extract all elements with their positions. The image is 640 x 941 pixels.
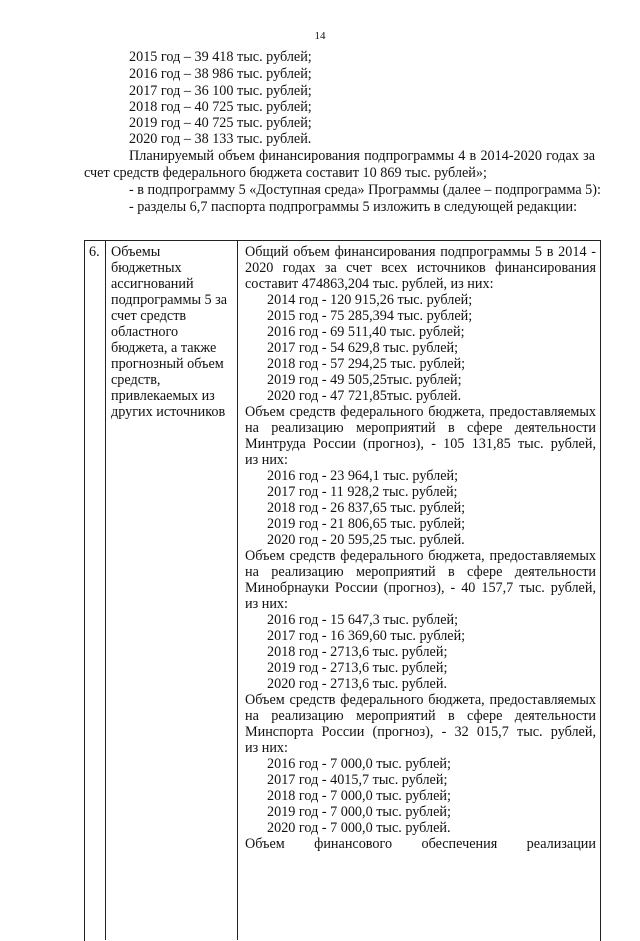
label-line: средств, — [111, 372, 161, 388]
paragraph-line: Планируемый объем финансирования подпрограммы 4 в 2014-2020 годах за — [129, 148, 595, 164]
column-divider — [237, 240, 238, 940]
text-line: Объем средств федерального бюджета, предоставляемых — [245, 692, 596, 708]
label-line: прогнозный объем — [111, 356, 224, 372]
label-line: областного — [111, 324, 179, 340]
text-line: Общий объем финансирования подпрограммы 5 в 2014 - — [245, 244, 596, 260]
text-line: 2020 годах за счет всех источников финансирования — [245, 260, 596, 276]
year-line: 2019 год - 7 000,0 тыс. рублей; — [267, 804, 451, 820]
list-item: - разделы 6,7 паспорта подпрограммы 5 изложить в следующей редакции: — [129, 199, 578, 215]
text-line: из них: — [245, 740, 288, 756]
label-line: бюджетных — [111, 260, 182, 276]
text-line: Объем средств федерального бюджета, предоставляемых — [245, 548, 596, 564]
column-divider — [105, 240, 106, 940]
text-line: на реализацию мероприятий в сфере деятельности — [245, 564, 596, 580]
label-line: других источников — [111, 404, 226, 420]
year-line: 2014 год - 120 915,26 тыс. рублей; — [267, 292, 473, 308]
year-line: 2016 год - 7 000,0 тыс. рублей; — [267, 756, 451, 772]
text-line: Объем финансового обеспечения реализации — [245, 836, 596, 852]
year-line: 2016 год - 15 647,3 тыс. рублей; — [267, 612, 459, 628]
year-line: 2018 год - 57 294,25 тыс. рублей; — [267, 356, 466, 372]
text-line: из них: — [245, 452, 288, 468]
row-number: 6. — [89, 244, 100, 260]
text-line: Объем средств федерального бюджета, предоставляемых — [245, 404, 596, 420]
year-line: 2020 год - 2713,6 тыс. рублей. — [267, 676, 447, 692]
label-line: подпрограммы 5 за — [111, 292, 228, 308]
row-content — [245, 244, 596, 852]
paragraph-line: счет средств федерального бюджета составит 10 869 тыс. рублей»; — [84, 165, 487, 181]
year-line: 2019 год - 49 505,25тыс. рублей; — [267, 372, 462, 388]
year-line: 2019 год - 2713,6 тыс. рублей; — [267, 660, 448, 676]
year-line: 2015 год - 75 285,394 тыс. рублей; — [267, 308, 473, 324]
text-line: Минобрнауки России (прогноз), - 40 157,7 тыс. рублей, — [245, 580, 596, 596]
year-line: 2018 год - 2713,6 тыс. рублей; — [267, 644, 448, 660]
year-line: 2020 год – 38 133 тыс. рублей. — [129, 131, 312, 147]
year-line: 2017 год - 54 629,8 тыс. рублей; — [267, 340, 459, 356]
year-line: 2017 год - 11 928,2 тыс. рублей; — [267, 484, 458, 500]
year-line: 2017 год – 36 100 тыс. рублей; — [129, 83, 312, 99]
text-line: из них: — [245, 596, 288, 612]
year-line: 2015 год – 39 418 тыс. рублей; — [129, 49, 312, 65]
text-line: на реализацию мероприятий в сфере деятельности — [245, 708, 596, 724]
year-line: 2020 год - 47 721,85тыс. рублей. — [267, 388, 462, 404]
year-line: 2017 год - 4015,7 тыс. рублей; — [267, 772, 448, 788]
year-line: 2017 год - 16 369,60 тыс. рублей; — [267, 628, 466, 644]
year-line: 2018 год – 40 725 тыс. рублей; — [129, 99, 312, 115]
page-number: 14 — [314, 30, 326, 42]
label-line: Объемы — [111, 244, 161, 260]
label-line: ассигнований — [111, 276, 194, 292]
label-line: бюджета, а также — [111, 340, 217, 356]
year-line: 2018 год - 26 837,65 тыс. рублей; — [267, 500, 466, 516]
text-line: составит 474863,204 тыс. рублей, из них: — [245, 276, 494, 292]
text-line: Минтруда России (прогноз), - 105 131,85 тыс. рублей, — [245, 436, 596, 452]
text-line: Минспорта России (прогноз), - 32 015,7 тыс. рублей, — [245, 724, 596, 740]
year-line: 2016 год – 38 986 тыс. рублей; — [129, 66, 312, 82]
year-line: 2019 год - 21 806,65 тыс. рублей; — [267, 516, 466, 532]
label-line: привлекаемых из — [111, 388, 215, 404]
year-line: 2016 год - 69 511,40 тыс. рублей; — [267, 324, 465, 340]
list-item: - в подпрограмму 5 «Доступная среда» Программы (далее – подпрограмма 5): — [129, 182, 601, 198]
year-line: 2018 год - 7 000,0 тыс. рублей; — [267, 788, 451, 804]
label-line: счет средств — [111, 308, 187, 324]
year-line: 2020 год - 20 595,25 тыс. рублей. — [267, 532, 465, 548]
year-line: 2020 год - 7 000,0 тыс. рублей. — [267, 820, 451, 836]
year-line: 2016 год - 23 964,1 тыс. рублей; — [267, 468, 459, 484]
row-label — [111, 244, 235, 420]
text-line: на реализацию мероприятий в сфере деятельности — [245, 420, 596, 436]
year-line: 2019 год – 40 725 тыс. рублей; — [129, 115, 312, 131]
